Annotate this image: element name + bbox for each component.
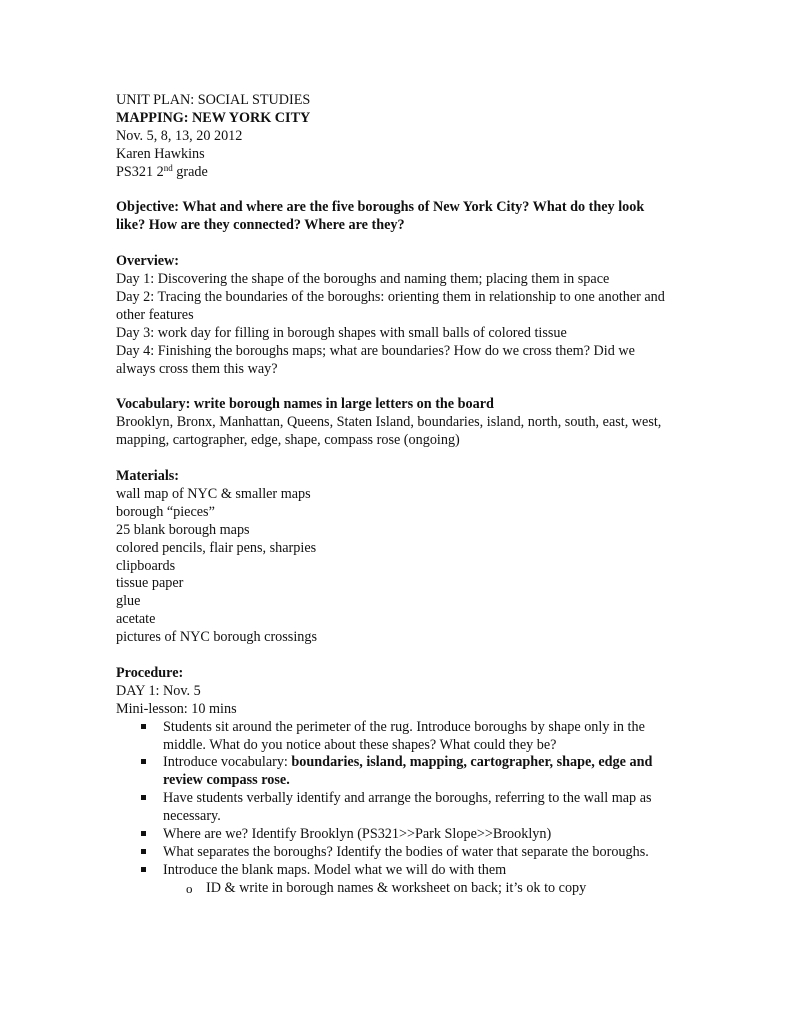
overview-day-4: Day 4: Finishing the boroughs maps; what are boundaries? How do we cross them? Did we always cross them this way? [116,342,635,377]
material-item: clipboards [116,557,176,574]
procedure-bullet-bold-terms: boundaries, island, mapping, cartographer, shape, edge and review compass rose. [163,754,653,789]
material-item: 25 blank borough maps [116,521,250,538]
spacer [116,182,676,200]
procedure-bullet: Students sit around the perimeter of the rug. Introduce boroughs by shape only in the middle. What do you notice about these shapes? What could they be? [116,719,683,755]
spacer [116,450,676,468]
procedure-bullet-vocabulary [116,754,683,790]
class-grade-prefix: PS321 2 [116,163,164,180]
overview-day-3: Day 3: work day for filling in borough shapes with small balls of colored tissue [116,324,567,341]
class-grade-suffix: grade [172,163,208,180]
material-item: colored pencils, flair pens, sharpies [116,539,317,556]
materials-heading: Materials: [116,467,180,484]
procedure-bullet: Where are we? Identify Brooklyn (PS321>>Park Slope>>Brooklyn) [116,826,683,844]
spacer [116,378,676,396]
procedure-heading: Procedure: [116,664,184,681]
objective: Objective: What and where are the five boroughs of New York City? What do they look like? How are they connected? Where are they? [116,199,645,234]
material-item: borough “pieces” [116,503,215,520]
unit-plan-dates: Nov. 5, 8, 13, 20 2012 [116,127,243,144]
procedure-bullet: Have students verbally identify and arrange the boroughs, referring to the wall map as necessary. [116,790,683,826]
procedure-sub-list [116,880,676,898]
material-item: pictures of NYC borough crossings [116,629,317,646]
procedure-bullet: Introduce the blank maps. Model what we will do with them [116,862,683,880]
unit-plan-document [116,92,676,898]
class-grade [116,164,676,182]
overview-heading: Overview: [116,253,180,270]
procedure-minilesson: Mini-lesson: 10 mins [116,700,237,717]
unit-plan-title: UNIT PLAN: SOCIAL STUDIES [116,92,311,108]
overview-day-2: Day 2: Tracing the boundaries of the boroughs: orienting them in relationship to one another and other features [116,288,665,323]
overview-day-1: Day 1: Discovering the shape of the boroughs and naming them; placing them in space [116,271,610,288]
material-item: glue [116,593,141,610]
material-item: wall map of NYC & smaller maps [116,485,311,502]
procedure-bullet: What separates the boroughs? Identify the bodies of water that separate the boroughs. [116,844,683,862]
spacer [116,647,676,665]
material-item: acetate [116,611,156,628]
material-item: tissue paper [116,575,184,592]
procedure-bullet-text: Introduce vocabulary: [163,754,292,771]
spacer [116,235,676,253]
procedure-sub-item: o ID & write in borough names & worksheet on back; it’s ok to copy [116,880,676,898]
procedure-day: DAY 1: Nov. 5 [116,682,201,699]
unit-plan-subtitle: MAPPING: NEW YORK CITY [116,109,311,126]
procedure-bullet-list [116,719,676,880]
vocabulary-list: Brooklyn, Bronx, Manhattan, Queens, Staten Island, boundaries, island, north, south, east, west, mapping, cartographer, edge, shape, compass rose (ongoing) [116,414,662,449]
teacher-name: Karen Hawkins [116,145,205,162]
class-grade-superscript: nd [163,162,173,173]
vocabulary-heading: Vocabulary: write borough names in large letters on the board [116,396,494,413]
